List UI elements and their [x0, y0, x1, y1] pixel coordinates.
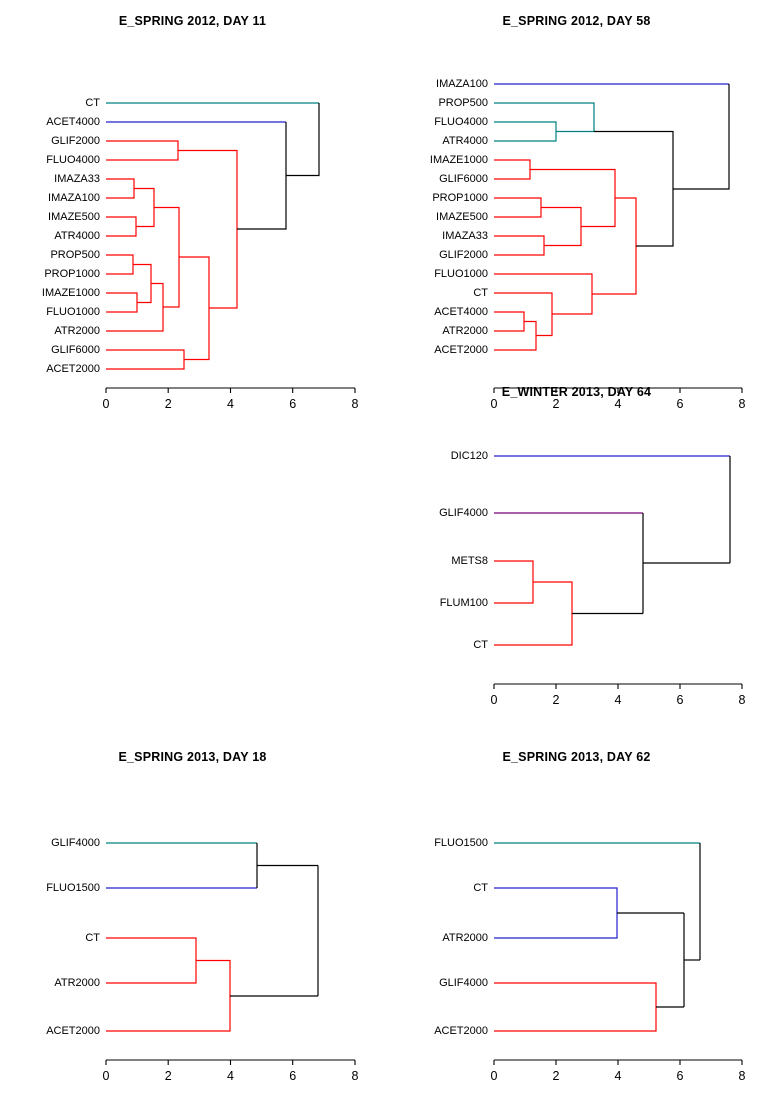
- leaf-label: PROP500: [438, 96, 488, 109]
- branch-acet4000-atr2000: [494, 312, 524, 331]
- leaf-label: IMAZE1000: [41, 286, 100, 299]
- x-tick-label: 2: [164, 1069, 172, 1083]
- leaf-label: GLIF4000: [439, 976, 488, 989]
- panel-winter2013-day64: [384, 385, 769, 725]
- x-tick-label: 0: [490, 397, 498, 411]
- branch-imaze1000-fluo1000: [106, 293, 137, 312]
- branch-prop500-prop1000: [106, 255, 133, 274]
- branch-red-cluster: [178, 151, 237, 309]
- leaf-label: METS8: [451, 554, 488, 567]
- x-axis-ticks: [106, 1060, 355, 1065]
- x-tick-label: 6: [676, 1069, 684, 1083]
- x-tick-label: 0: [490, 1069, 498, 1083]
- x-tick-label: 4: [227, 397, 234, 411]
- x-tick-label: 8: [738, 397, 746, 411]
- leaf-label: ACET2000: [434, 1024, 488, 1037]
- leaf-label: FLUO1000: [46, 305, 100, 318]
- panel-spring2013-day18: [0, 750, 385, 1090]
- leaf-label: IMAZA100: [436, 77, 488, 90]
- leaf-label: IMAZE500: [48, 210, 100, 223]
- branch-glif4000-acet2000: [494, 983, 656, 1031]
- leaf-label: ACET2000: [46, 362, 100, 375]
- x-tick-label: 6: [289, 397, 297, 411]
- leaf-label: ACET2000: [46, 1024, 100, 1037]
- leaf-label: DIC120: [450, 449, 488, 462]
- branch-ct-atr2000: [106, 938, 196, 983]
- leaf-label: ATR4000: [54, 229, 100, 242]
- branch-red-cluster: [592, 198, 636, 294]
- leaf-label: IMAZA33: [54, 172, 100, 185]
- branch-mid-cluster: [154, 208, 179, 308]
- leaf-label: GLIF6000: [51, 343, 100, 356]
- branch-imaze500-atr4000: [106, 217, 136, 236]
- x-axis-ticks: [494, 1060, 742, 1065]
- leaf-label: FLUO4000: [46, 153, 100, 166]
- dendrogram-svg: [384, 413, 769, 713]
- leaf-label: CT: [473, 638, 488, 651]
- leaf-label: IMAZA100: [48, 191, 100, 204]
- leaf-label: ATR2000: [54, 324, 100, 337]
- x-axis-ticks: [106, 388, 355, 393]
- leaf-label: GLIF4000: [439, 506, 488, 519]
- branch-teal-cluster: [494, 103, 594, 132]
- branch-glif2000-fluo4000: [106, 141, 178, 160]
- x-tick-label: 8: [738, 693, 746, 707]
- branch-prop1000-imaze500: [494, 198, 541, 217]
- branch-imaze1000-glif6000: [494, 160, 530, 179]
- branch-fluo1000-group: [494, 274, 592, 314]
- leaf-label: GLIF2000: [51, 134, 100, 147]
- x-tick-label: 8: [351, 1069, 359, 1083]
- x-tick-label: 0: [102, 1069, 110, 1083]
- leaf-label: GLIF6000: [439, 172, 488, 185]
- x-tick-label: 0: [490, 693, 498, 707]
- leaf-label: ACET4000: [46, 115, 100, 128]
- leaf-label: PROP1000: [44, 267, 100, 280]
- chart-title: E_SPRING 2012, DAY 58: [502, 14, 651, 28]
- x-tick-label: 4: [614, 693, 622, 707]
- branch-imaza33-imaza100: [106, 179, 134, 198]
- panel-spring2013-day62: [384, 750, 769, 1090]
- leaf-label: FLUO1500: [46, 881, 100, 894]
- branch-red-lower: [179, 257, 209, 360]
- x-tick-label: 4: [614, 397, 622, 411]
- dendrogram-svg: [0, 778, 385, 1083]
- leaf-label: CT: [473, 881, 488, 894]
- branch-mets8-flum100: [494, 561, 533, 603]
- dendrogram-plot: [0, 48, 385, 411]
- branch-red-cluster: [106, 961, 230, 1032]
- leaf-label: FLUM100: [439, 596, 488, 609]
- leaf-label: ATR2000: [54, 976, 100, 989]
- leaf-label: CT: [85, 96, 100, 109]
- dendrogram-svg: [0, 48, 385, 411]
- dendrogram-plot: [384, 778, 769, 1083]
- x-tick-label: 2: [552, 693, 560, 707]
- branch-red-upper: [530, 170, 615, 227]
- chart-title: E_SPRING 2013, DAY 62: [502, 750, 651, 764]
- leaf-label: FLUO4000: [434, 115, 488, 128]
- x-tick-label: 8: [738, 1069, 746, 1083]
- leaf-label: CT: [473, 286, 488, 299]
- x-tick-label: 2: [552, 397, 560, 411]
- leaf-label: ATR2000: [442, 324, 488, 337]
- branch-root: [286, 103, 319, 176]
- chart-title: E_SPRING 2012, DAY 11: [118, 14, 267, 28]
- chart-title: E_WINTER 2013, DAY 64: [501, 385, 652, 399]
- x-tick-label: 4: [614, 1069, 622, 1083]
- leaf-label: ATR2000: [442, 931, 488, 944]
- branch-imaza33-glif2000: [494, 236, 544, 255]
- branch-ct-group: [494, 293, 552, 336]
- dendrogram-svg: [384, 778, 769, 1083]
- branch-root: [673, 84, 729, 189]
- branch-fluo4000-atr4000: [494, 122, 556, 141]
- x-tick-label: 0: [102, 397, 110, 411]
- dendrogram-plot: [384, 413, 769, 713]
- x-axis-ticks: [494, 684, 742, 689]
- dendrogram-plot: [0, 778, 385, 1083]
- leaf-label: CT: [85, 931, 100, 944]
- x-tick-label: 6: [676, 397, 684, 411]
- branch-black-inner: [594, 132, 673, 247]
- x-tick-label: 6: [289, 1069, 297, 1083]
- branch-red-mid: [541, 208, 581, 246]
- x-tick-label: 4: [227, 1069, 234, 1083]
- leaf-label: PROP500: [50, 248, 100, 261]
- x-tick-label: 8: [351, 397, 359, 411]
- branch-ct-atr2000: [494, 888, 617, 938]
- x-tick-label: 2: [164, 397, 172, 411]
- leaf-label: FLUO1500: [434, 836, 488, 849]
- branch-black-inner: [237, 122, 286, 229]
- panel-spring2012-day11: [0, 14, 385, 411]
- x-tick-label: 6: [676, 693, 684, 707]
- leaf-label: ACET4000: [434, 305, 488, 318]
- x-tick-label: 2: [552, 1069, 560, 1083]
- branch-imaza-group: [134, 189, 154, 227]
- branch-prop-imaze-group: [133, 265, 151, 303]
- leaf-label: PROP1000: [432, 191, 488, 204]
- branch-atr2000-join: [106, 284, 163, 332]
- leaf-label: IMAZA33: [442, 229, 488, 242]
- leaf-label: GLIF2000: [439, 248, 488, 261]
- leaf-label: IMAZE1000: [429, 153, 488, 166]
- leaf-label: ATR4000: [442, 134, 488, 147]
- chart-title: E_SPRING 2013, DAY 18: [118, 750, 267, 764]
- branch-glif6000-acet2000: [106, 350, 184, 369]
- leaf-label: FLUO1000: [434, 267, 488, 280]
- leaf-label: GLIF4000: [51, 836, 100, 849]
- leaf-label: IMAZE500: [436, 210, 488, 223]
- leaf-label: ACET2000: [434, 343, 488, 356]
- branch-acet-group: [494, 322, 536, 351]
